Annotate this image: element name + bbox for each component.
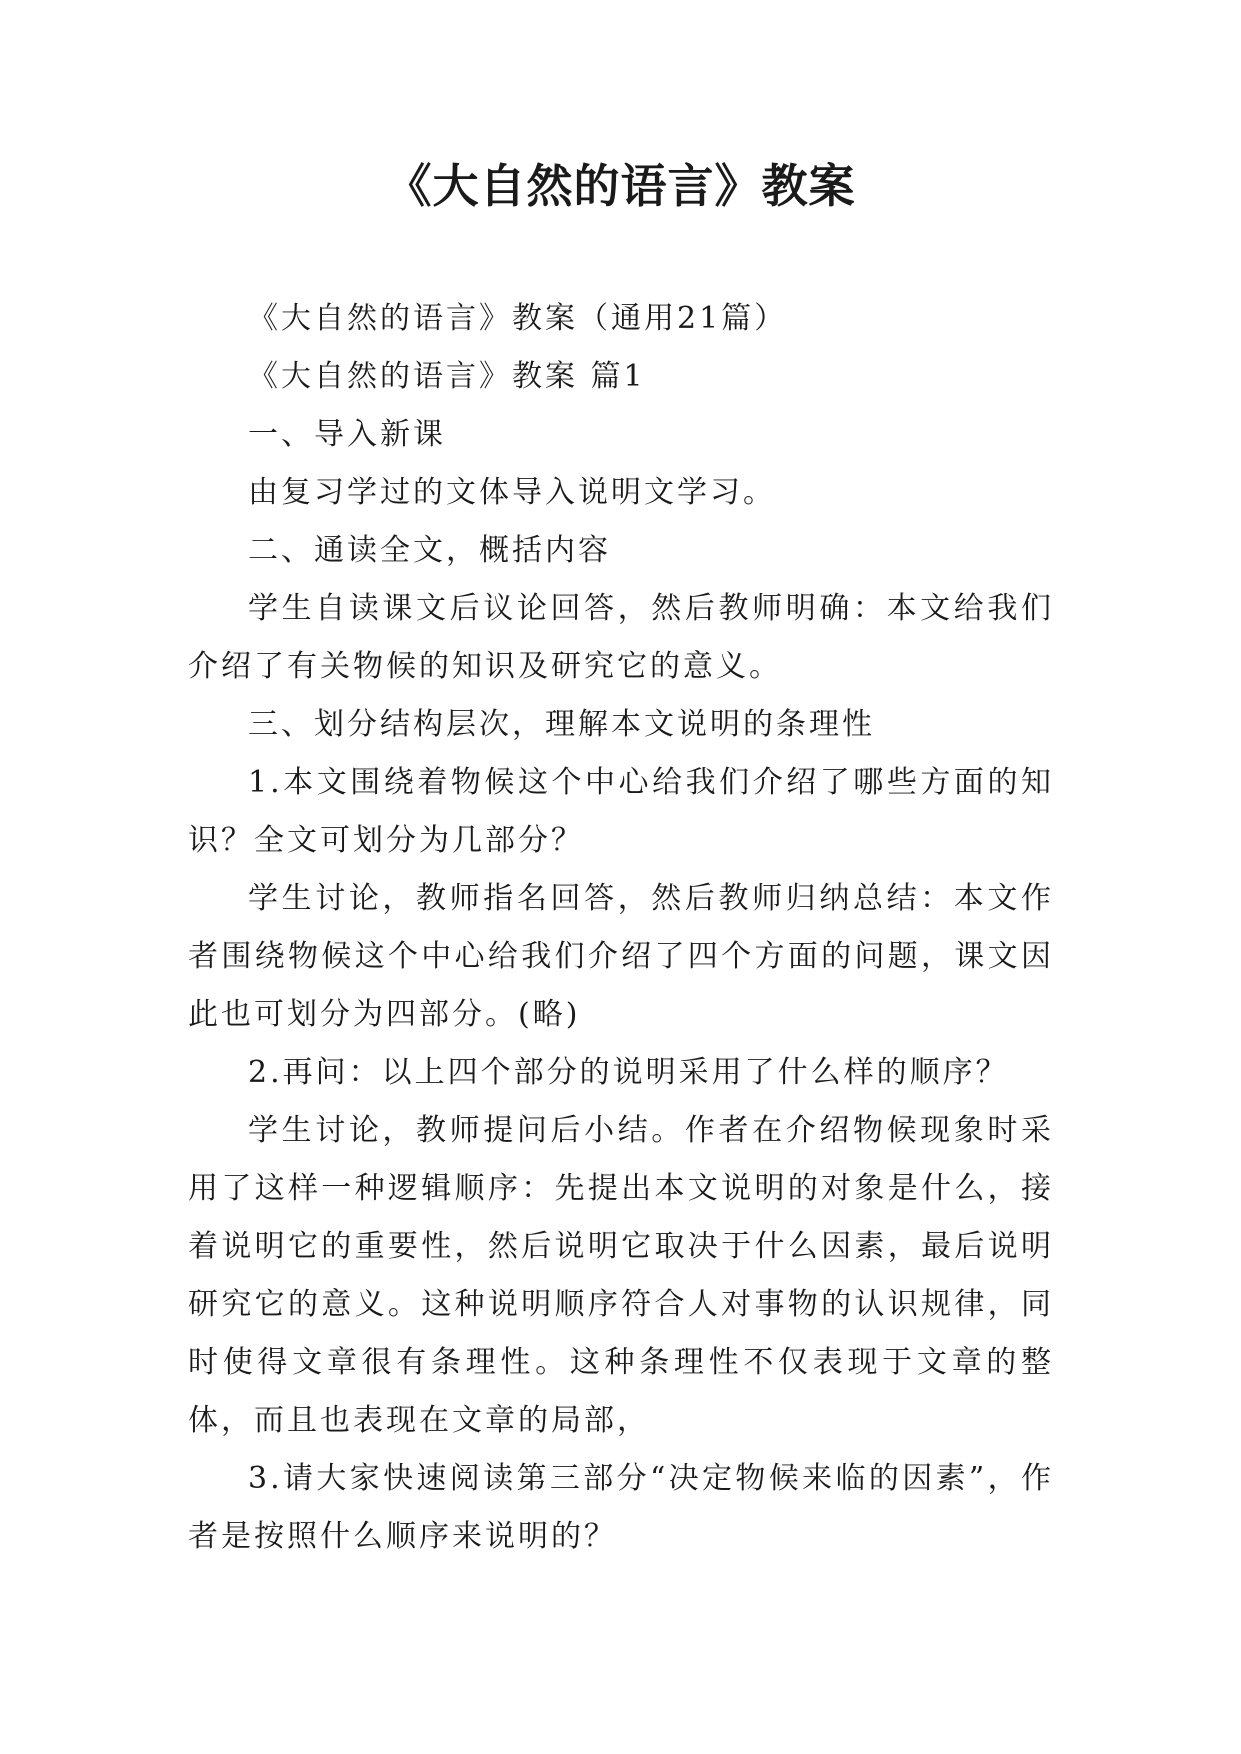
body-paragraph: 由复习学过的文体导入说明文学习。	[248, 475, 776, 510]
step-heading: 一、导入新课	[248, 417, 446, 452]
question-paragraph: 1.本文围绕着物候这个中心给我们介绍了哪些方面的知识？全文可划分为几部分？	[188, 765, 1054, 858]
document-title: 《大自然的语言》教案	[385, 159, 856, 213]
body-paragraph: 学生自读课文后议论回答，然后教师明确：本文给我们介绍了有关物候的知识及研究它的意义。	[188, 591, 1054, 684]
question-paragraph: 3.请大家快速阅读第三部分“决定物候来临的因素”，作者是按照什么顺序来说明的？	[188, 1461, 1054, 1554]
question-paragraph: 2.再问：以上四个部分的说明采用了什么样的顺序？	[248, 1055, 1009, 1090]
subtitle-paragraph: 《大自然的语言》教案（通用21篇）	[248, 301, 788, 336]
body-paragraph: 学生讨论，教师指名回答，然后教师归纳总结：本文作者围绕物候这个中心给我们介绍了四个方面的问题，课文因此也可划分为四部分。(略)	[188, 881, 1054, 1032]
step-heading: 二、通读全文，概括内容	[248, 533, 611, 568]
body-paragraph: 学生讨论，教师提问后小结。作者在介绍物候现象时采用了这样一种逻辑顺序：先提出本文说明的对象是什么，接着说明它的重要性，然后说明它取决于什么因素，最后说明研究它的意义。这种说明顺序符合人对事物的认识规律，同时使得文章很有条理性。这种条理性不仅表现于文章的整体，而且也表现在文章的局部，	[188, 1113, 1054, 1438]
section-heading: 《大自然的语言》教案 篇1	[248, 359, 646, 394]
document-body	[188, 290, 1054, 1566]
step-heading: 三、划分结构层次，理解本文说明的条理性	[248, 707, 875, 742]
